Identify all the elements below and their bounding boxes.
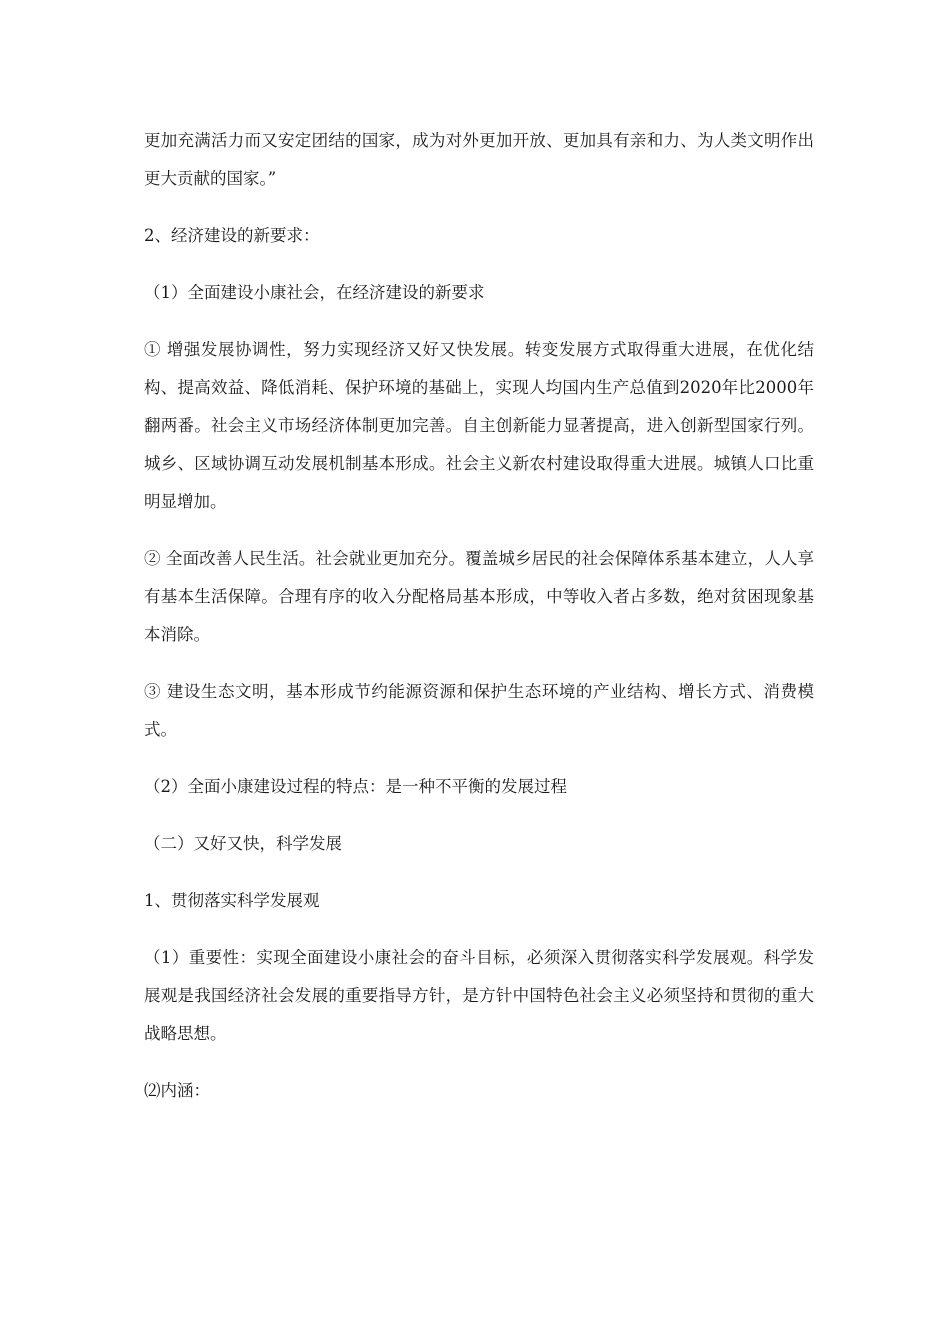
subheading-connotation: ⑵内涵： bbox=[144, 1081, 210, 1100]
heading-implement-outlook: 1、贯彻落实科学发展观 bbox=[144, 891, 320, 910]
paragraph-continuation: 更加充满活力而又安定团结的国家，成为对外更加开放、更加具有亲和力、为人类文明作出更大贡献的国家。” bbox=[144, 131, 814, 188]
document-body bbox=[144, 122, 814, 1129]
subheading-new-requirements: （1）全面建设小康社会，在经济建设的新要求 bbox=[144, 283, 485, 302]
paragraph-item-1: ① 增强发展协调性，努力实现经济又好又快发展。转变发展方式取得重大进展，在优化结构、提高效益、降低消耗、保护环境的基础上，实现人均国内生产总值到2020年比2000年翻两番。社会主义市场经济体制更加完善。自主创新能力显著提高，进入创新型国家行列。城乡、区域协调互动发展机制基本形成。社会主义新农村建设取得重大进展。城镇人口比重明显增加。 bbox=[144, 340, 814, 511]
paragraph-item-3: ③ 建设生态文明，基本形成节约能源资源和保护生态环境的产业结构、增长方式、消费模式。 bbox=[144, 682, 814, 739]
heading-economic-requirements: 2、经济建设的新要求： bbox=[144, 226, 320, 245]
section-heading-scientific-development: （二）又好又快，科学发展 bbox=[144, 834, 342, 853]
subheading-characteristics: （2）全面小康建设过程的特点：是一种不平衡的发展过程 bbox=[144, 777, 567, 796]
paragraph-importance: （1）重要性：实现全面建设小康社会的奋斗目标，必须深入贯彻落实科学发展观。科学发展观是我国经济社会发展的重要指导方针，是方针中国特色社会主义必须坚持和贯彻的重大战略思想。 bbox=[144, 948, 814, 1043]
paragraph-item-2: ② 全面改善人民生活。社会就业更加充分。覆盖城乡居民的社会保障体系基本建立，人人享有基本生活保障。合理有序的收入分配格局基本形成，中等收入者占多数，绝对贫困现象基本消除。 bbox=[144, 549, 814, 644]
